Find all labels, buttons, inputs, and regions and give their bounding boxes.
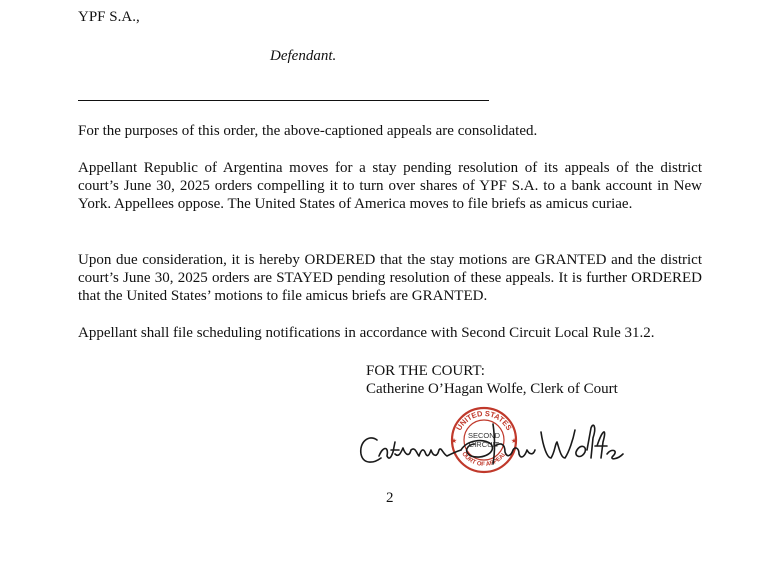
party-name: YPF S.A., xyxy=(78,9,140,25)
signature-svg xyxy=(355,402,625,474)
order-paragraph-scheduling: Appellant shall file scheduling notifications in accordance with Second Circuit Local Rule 31.2. xyxy=(78,325,655,341)
svg-text:★: ★ xyxy=(450,437,458,445)
clerk-name: Catherine O’Hagan Wolfe, Clerk of Court xyxy=(366,381,618,397)
seal-center-text-1: SECOND xyxy=(467,431,501,440)
seal-center-text-2: CIRCUIT xyxy=(468,440,500,449)
signature-heading: FOR THE COURT: xyxy=(366,363,485,379)
caption-divider xyxy=(78,100,489,101)
svg-text:★: ★ xyxy=(510,437,518,445)
party-role: Defendant. xyxy=(270,48,337,64)
order-paragraph-motions: Appellant Republic of Argentina moves for a stay pending resolution of its appeals of the district court’s June 30, 2025 orders compelling it to turn over shares of YPF S.A. to a bank account in New York. Appellees oppose. The United States of America moves to file briefs as amicus curiae. xyxy=(78,160,702,212)
order-paragraph-consolidation: For the purposes of this order, the above-captioned appeals are consolidated. xyxy=(78,123,538,139)
seal-top-text: UNITED STATES xyxy=(454,408,514,433)
order-paragraph-ruling: Upon due consideration, it is hereby ORDERED that the stay motions are GRANTED and the district court’s June 30, 2025 orders are STAYED pending resolution of these appeals. It is further ORDERED that the United States’ motions to file amicus briefs are GRANTED. xyxy=(78,252,702,304)
seal-bottom-text: OURT OF APPEAL xyxy=(460,451,508,468)
page-number: 2 xyxy=(386,490,394,506)
signature-with-seal xyxy=(355,402,625,474)
